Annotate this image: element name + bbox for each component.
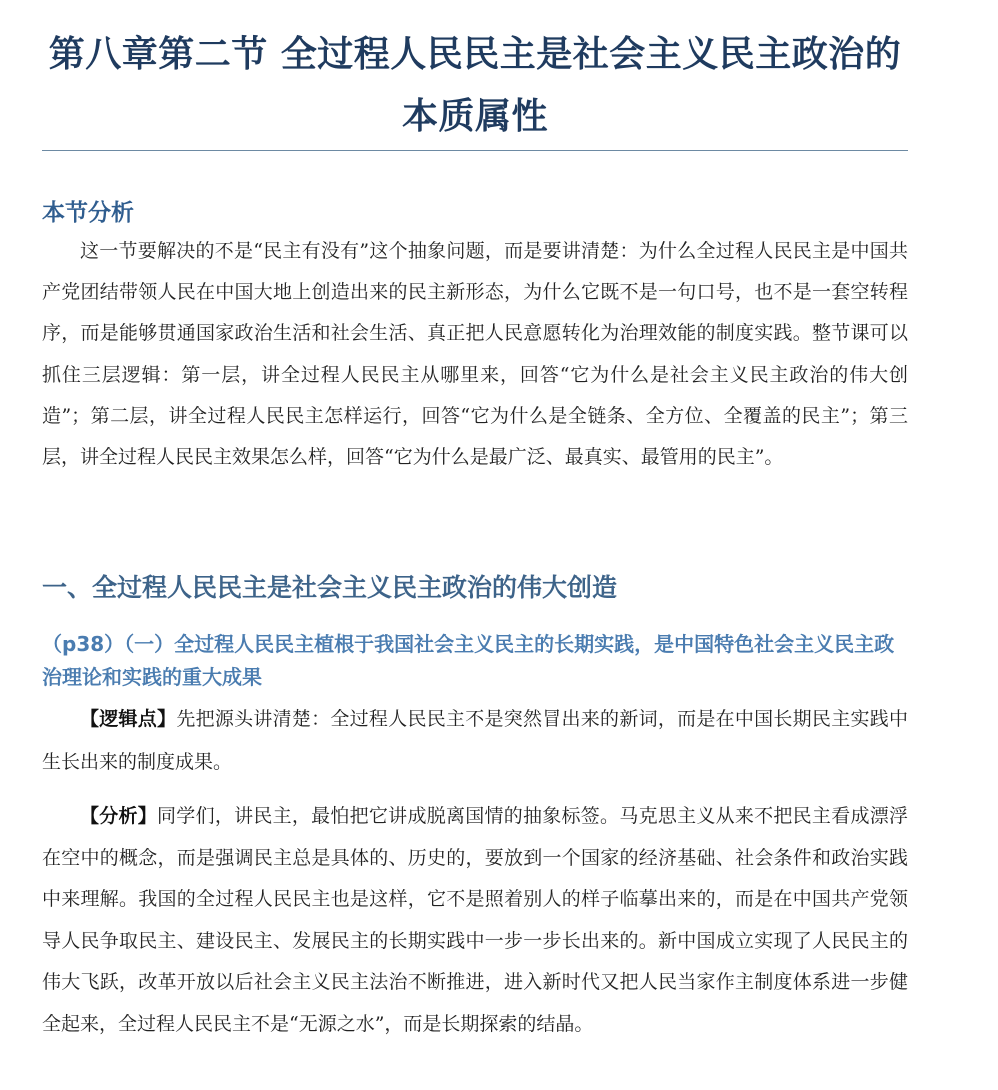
logic-point-label: 【逻辑点】	[80, 708, 177, 730]
analysis-text: 同学们，讲民主，最怕把它讲成脱离国情的抽象标签。马克思主义从来不把民主看成漂浮在空中的概念，而是强调民主总是具体的、历史的，要放到一个国家的经济基础、社会条件和政治实践中来理解。我国的全过程人民民主也是这样，它不是照着别人的样子临摹出来的，而是在中国共产党领导人民争取民主、建设民主、发展民主的长期实践中一步一步长出来的。新中国成立实现了人民民主的伟大飞跃，改革开放以后社会主义民主法治不断推进，进入新时代又把人民当家作主制度体系进一步健全起来，全过程人民民主不是“无源之水”，而是长期探索的结晶。	[42, 805, 908, 1035]
logic-point-paragraph	[42, 698, 908, 784]
part-one-subheading: （p38）（一）全过程人民民主植根于我国社会主义民主的长期实践，是中国特色社会主义民主政治理论和实践的重大成果	[42, 632, 895, 689]
analysis-paragraph	[42, 796, 908, 1045]
logic-point-text: 先把源头讲清楚：全过程人民民主不是突然冒出来的新词，而是在中国长期民主实践中生长出来的制度成果。	[42, 708, 908, 773]
document-title: 第八章第二节 全过程人民民主是社会主义民主政治的本质属性	[48, 34, 902, 137]
part-one-heading: 一、全过程人民民主是社会主义民主政治的伟大创造	[42, 573, 618, 602]
title-divider	[42, 150, 908, 151]
analysis-label: 【分析】	[80, 805, 158, 827]
section-analysis-heading: 本节分析	[42, 200, 134, 226]
section-analysis-paragraph: 这一节要解决的不是“民主有没有”这个抽象问题，而是要讲清楚：为什么全过程人民民主是中国共产党团结带领人民在中国大地上创造出来的民主新形态，为什么它既不是一句口号，也不是一套空转程序，而是能够贯通国家政治生活和社会生活、真正把人民意愿转化为治理效能的制度实践。整节课可以抓住三层逻辑：第一层，讲全过程人民民主从哪里来，回答“它为什么是社会主义民主政治的伟大创造”；第二层，讲全过程人民民主怎样运行，回答“它为什么是全链条、全方位、全覆盖的民主”；第三层，讲全过程人民民主效果怎么样，回答“它为什么是最广泛、最真实、最管用的民主”。	[42, 240, 908, 469]
